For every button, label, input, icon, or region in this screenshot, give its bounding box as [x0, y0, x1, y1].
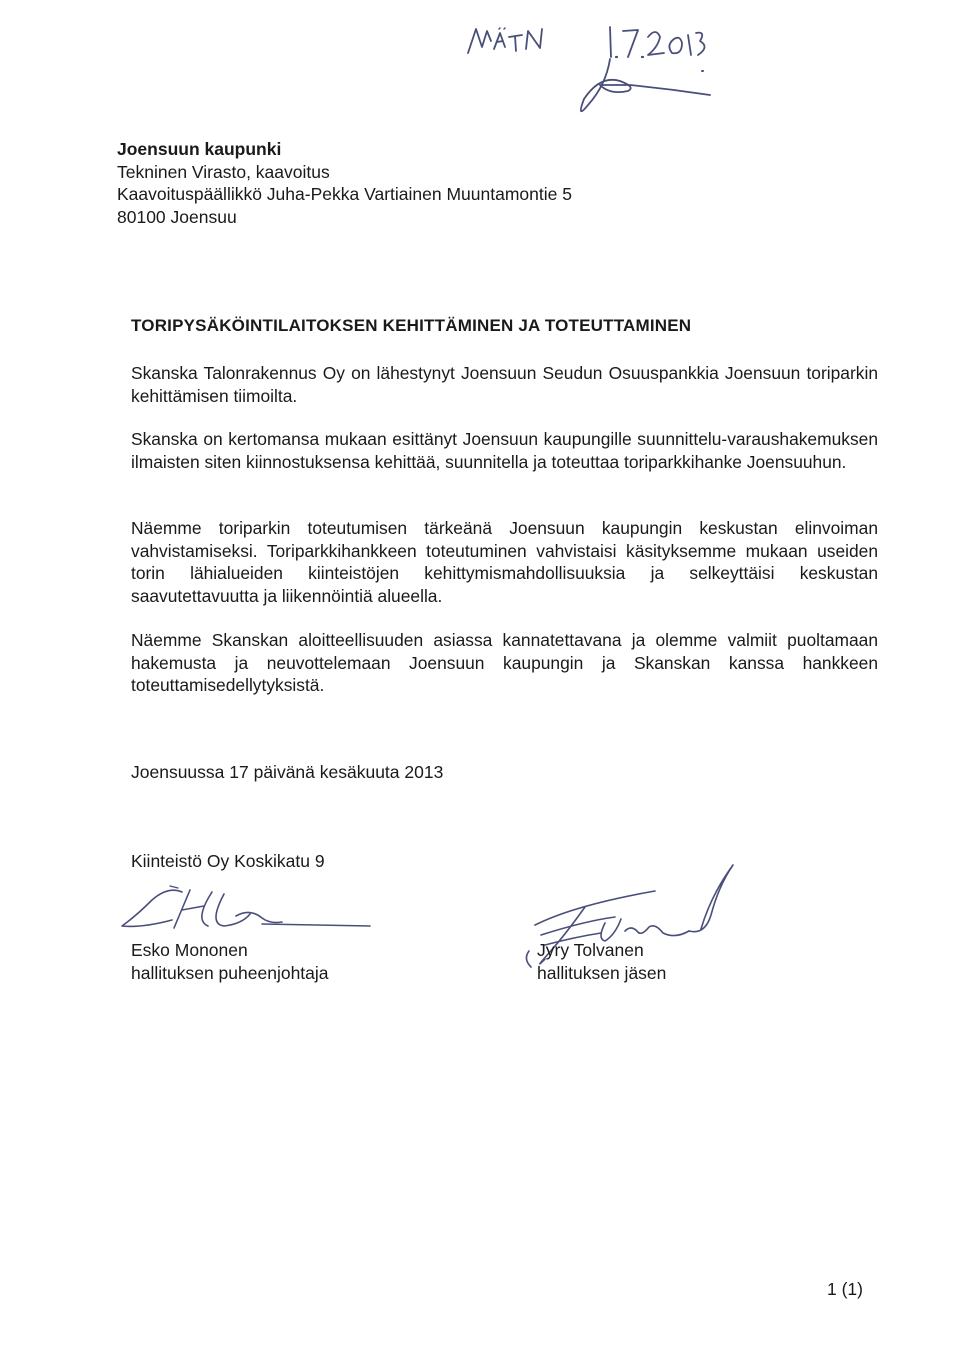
signatory-name: Esko Mononen	[131, 940, 248, 960]
page-number: 1 (1)	[827, 1279, 863, 1299]
recipient-department: Tekninen Virasto, kaavoitus	[117, 161, 330, 182]
body-paragraph-4: Näemme Skanskan aloitteellisuuden asiassa kannatettavana ja olemme valmiit puoltamaan hakemusta ja neuvottelemaan Joensuun kaupungin ja Skanskan kanssa hankkeen toteuttamisedellytyksistä.	[131, 630, 878, 696]
body-paragraph-2: Skanska on kertomansa mukaan esittänyt Joensuun kaupungille suunnittelu-varaushakemuksen ilmaisten siten kiinnostuksensa kehittää, suunnitella ja toteuttaa toriparkkihanke Joensuuhun.	[131, 429, 878, 472]
handwritten-stamp	[460, 15, 760, 130]
signatory-block-1	[131, 939, 329, 984]
place-date: Joensuussa 17 päivänä kesäkuuta 2013	[131, 762, 444, 782]
recipient-organization: Joensuun kaupunki	[117, 139, 282, 159]
recipient-person-address: Kaavoituspäällikkö Juha-Pekka Vartiainen Muuntamontie 5	[117, 184, 572, 204]
company-name: Kiinteistö Oy Koskikatu 9	[131, 851, 325, 871]
body-paragraph-1: Skanska Talonrakennus Oy on lähestynyt Joensuun Seudun Osuuspankkia Joensuun toriparkin kehittämisen tiimoilta.	[131, 363, 878, 406]
recipient-address	[117, 138, 572, 228]
signatory-role: hallituksen jäsen	[537, 962, 667, 983]
recipient-postal: 80100 Joensuu	[117, 206, 237, 227]
letter-subject: TORIPYSÄKÖINTILAITOKSEN KEHITTÄMINEN JA TOTEUTTAMINEN	[131, 316, 692, 335]
signatory-name: Jyry Tolvanen	[537, 940, 644, 960]
signature-esko-mononen	[112, 880, 382, 942]
signatory-block-2	[537, 939, 666, 984]
signatory-role: hallituksen puheenjohtaja	[131, 962, 329, 983]
body-paragraph-3: Näemme toriparkin toteutumisen tärkeänä Joensuun kaupungin keskustan elinvoiman vahvistamiseksi. Toriparkkihankkeen toteutuminen vahvistaisi käsityksemme mukaan useiden torin lähialueiden kiinteistöjen kehittymismahdollisuuksia ja selkeyttäisi keskustan saavutettavuutta ja liikennöintiä alueella.	[131, 518, 878, 606]
